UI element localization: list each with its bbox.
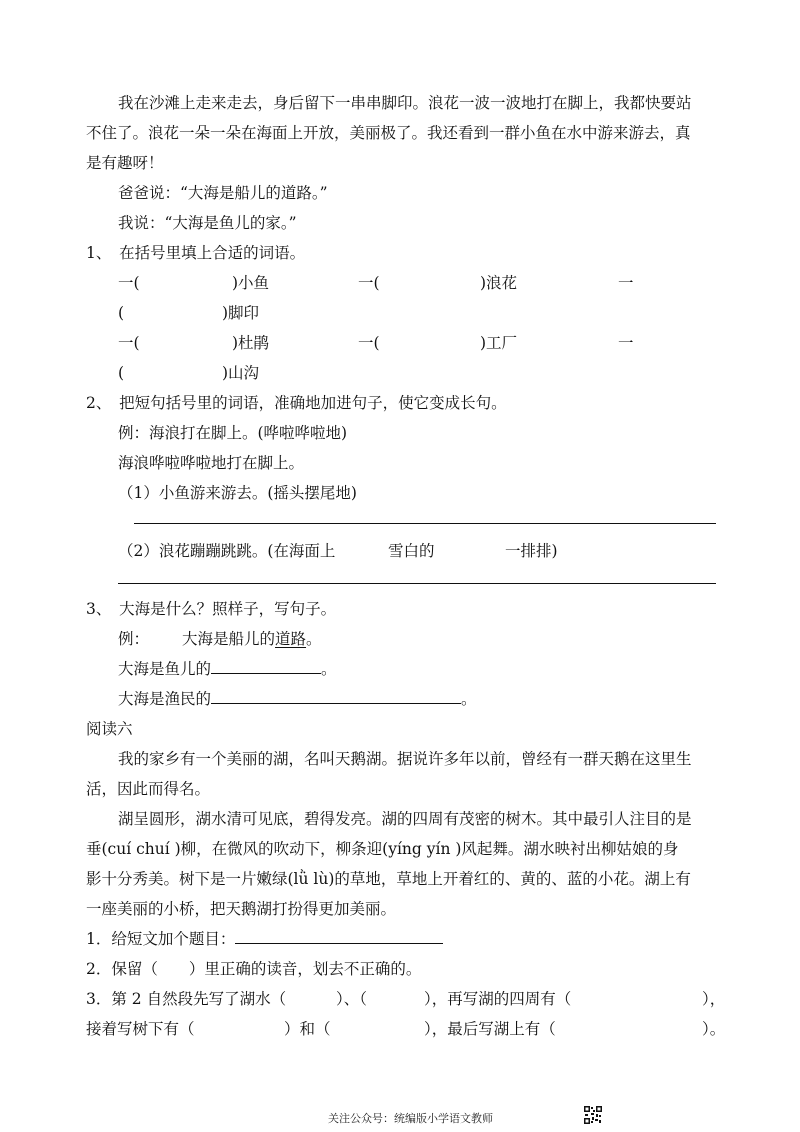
q2-answer-line-2[interactable] <box>118 583 716 584</box>
reading-6-line: 我的家乡有一个美丽的湖，名叫天鹅湖。据说许多年以前，曾经有一群天鹅在这里生 <box>118 750 692 768</box>
q1-row1-col1-open: 一( <box>118 274 140 292</box>
reading-6-question-3-part: 3．第 2 自然段先写了湖水（ <box>86 990 287 1008</box>
q1-row1-col2-open: 一( <box>358 274 380 292</box>
q3-example-sentence <box>182 628 322 650</box>
q3-example-label: 例： <box>118 630 150 648</box>
question-2-title: 2、 把短句括号里的词语，准确地加进句子，使它变成长句。 <box>86 394 507 412</box>
q1-row1-col1-close: )小鱼 <box>232 274 270 292</box>
reading-6-line: 活，因此而得名。 <box>86 780 211 798</box>
reading-6-question-3-part: ）， <box>702 990 726 1008</box>
reading-6-question-3-part: ），最后写湖上有（ <box>424 1020 556 1038</box>
q3-answer-2 <box>118 688 477 710</box>
q2-example-prompt: 例：海浪打在脚上。(哗啦哗啦地) <box>118 424 348 442</box>
q2-sentence-2-word: 雪白的 <box>388 542 435 560</box>
passage-line: 我说：“大海是鱼儿的家。” <box>118 214 297 232</box>
reading-6-question-3-part: ）。 <box>702 1020 726 1038</box>
reading-6-heading: 阅读六 <box>86 720 133 738</box>
q2-sentence-2-word: 一排排) <box>505 542 558 560</box>
q3-answer-2-blank[interactable] <box>211 689 461 704</box>
q1-row1-col2-close: )浪花 <box>480 274 518 292</box>
q1-row3-col2-open: 一( <box>358 334 380 352</box>
reading-6-question-2: 2．保留（ ）里正确的读音，划去不正确的。 <box>86 960 422 978</box>
q3-answer-1-prefix: 大海是鱼儿的 <box>118 660 212 678</box>
q1-row1-col3-open: 一 <box>618 274 634 292</box>
q2-answer-line-1[interactable] <box>134 523 716 524</box>
reading-6-question-3-part: 接着写树下有（ <box>86 1020 195 1038</box>
q1-row4-open: ( <box>118 364 125 382</box>
q3-answer-1-period: 。 <box>321 660 337 678</box>
q1-row3-col3-open: 一 <box>618 334 634 352</box>
reading-6-line: 湖呈圆形，湖水清可见底，碧得发亮。湖的四周有茂密的树木。其中最引人注目的是 <box>118 810 692 828</box>
q1-row3-col2-close: )工厂 <box>480 334 518 352</box>
passage-line: 是有趣呀！ <box>86 154 164 172</box>
q1-row4-close: )山沟 <box>222 364 260 382</box>
reading-6-question-3-part: ），再写湖的四周有（ <box>424 990 572 1008</box>
q3-answer-1-blank[interactable] <box>211 659 321 674</box>
question-1-title: 1、 在括号里填上合适的词语。 <box>86 244 306 262</box>
qr-code-icon <box>584 1106 602 1124</box>
q3-answer-2-prefix: 大海是渔民的 <box>118 690 212 708</box>
q3-answer-1 <box>118 658 337 680</box>
q3-example-underlined: 道路 <box>275 630 307 648</box>
q2-example-answer: 海浪哗啦哗啦地打在脚上。 <box>118 454 305 472</box>
reading-6-question-1-text: 1．给短文加个题目： <box>86 930 236 948</box>
reading-6-line: 一座美丽的小桥，把天鹅湖打扮得更加美丽。 <box>86 900 397 918</box>
passage-line: 爸爸说：“大海是船儿的道路。” <box>118 184 328 202</box>
q3-example-period: 。 <box>306 630 322 648</box>
passage-line: 不住了。浪花一朵一朵在海面上开放，美丽极了。我还看到一群小鱼在水中游来游去，真 <box>86 124 691 142</box>
q1-row3-col1-close: )杜鹃 <box>232 334 270 352</box>
reading-6-line: 影十分秀美。树下是一片嫩绿(lǜ lù)的草地，草地上开着红的、黄的、蓝的小花。湖上有 <box>86 870 691 888</box>
q2-sentence-1: （1）小鱼游来游去。(摇头摆尾地) <box>118 484 357 502</box>
footer-text: 关注公众号：统编版小学语文教师 <box>328 1112 493 1125</box>
q1-row2-close: )脚印 <box>222 304 260 322</box>
q3-answer-2-period: 。 <box>461 690 477 708</box>
q3-example-text: 大海是船儿的 <box>182 630 276 648</box>
title-answer-blank[interactable] <box>235 929 443 944</box>
passage-line: 我在沙滩上走来走去，身后留下一串串脚印。浪花一波一波地打在脚上，我都快要站 <box>118 94 692 112</box>
reading-6-question-3-part: ）和（ <box>284 1020 331 1038</box>
q1-row3-col1-open: 一( <box>118 334 140 352</box>
q1-row2-open: ( <box>118 304 125 322</box>
question-3-title: 3、 大海是什么？照样子，写句子。 <box>86 600 337 618</box>
q2-sentence-2: （2）浪花蹦蹦跳跳。(在海面上 <box>118 542 336 560</box>
reading-6-line: 垂(cuí chuí )柳，在微风的吹动下，柳条迎(yíng yín )风起舞。湖水映衬出柳姑娘的身 <box>86 840 679 858</box>
reading-6-question-1 <box>86 928 443 950</box>
reading-6-question-3-part: ）、（ <box>336 990 368 1008</box>
